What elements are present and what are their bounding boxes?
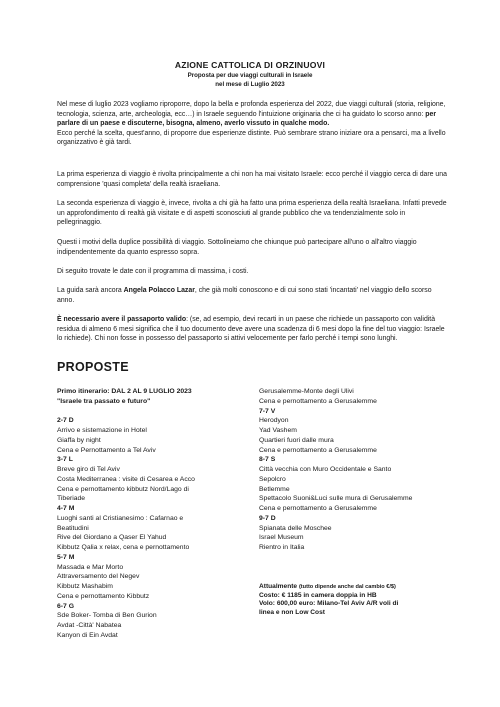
costs-flight-2: linea e non Low Cost	[259, 608, 325, 616]
itinerary-day-heading: 5-7 M	[57, 553, 75, 561]
intro-paragraph-4: Questi i motivi della duplice possibilità di viaggio. Sottolineiamo che chiunque può partecipare all'uno o all'altro viaggio indipendentemente da quanto espresso sopra.	[57, 239, 417, 256]
itinerary-line: Betlemme	[259, 485, 290, 493]
itinerary-line: Gerusalemme-Monte degli Ulivi	[259, 388, 354, 395]
itinerary-line: Avdat -Città' Nabatea	[57, 622, 122, 629]
itinerary-line: Sde Boker- Tomba di Ben Gurion	[57, 612, 157, 620]
itinerary-day-heading: "Israele tra passato e futuro"	[57, 397, 151, 405]
itinerary-line: Attraversamento del Negev	[57, 573, 140, 581]
itinerary-line: Tiberiade	[57, 495, 86, 503]
itinerary-day-heading: Primo itinerario: DAL 2 AL 9 LUGLIO 2023	[57, 388, 192, 395]
itinerary-right-column	[259, 387, 459, 553]
itinerary-line: Massada e Mar Morto	[57, 563, 124, 571]
intro-paragraph-3: La seconda esperienza di viaggio è, invece, rivolta a chi già ha fatto una prima esperienza della realtà Israeliana. Infatti prevede un approfondimento di realtà già visitate e di aspetti sconosciuti al grande pubblico che va tendenzialmente solo in pellegrinaggio.	[57, 200, 447, 227]
itinerary-line: Kanyon di Ein Avdat	[57, 631, 118, 639]
subtitle-line-2: nel mese di Luglio 2023	[215, 81, 285, 88]
itinerary-line: Quartieri fuori dalle mura	[259, 436, 334, 444]
itinerary-line: Kibbutz Qalia x relax, cena e pernottamento	[57, 544, 190, 551]
itinerary-line: Spianata delle Moschee	[259, 524, 332, 532]
guide-pre-text: La guida sarà ancora	[57, 287, 124, 294]
costs-lead-line	[259, 583, 459, 592]
itinerary-line: Città vecchia con Muro Occidentale e Santo	[259, 466, 392, 473]
passport-bold: È necessario avere il passaporto valido	[57, 316, 187, 323]
intro-p1b-text: Ecco perché la scelta, quest'anno, di proporre due esperienze distinte. Può sembrare strano iniziare ora a pensarci, ma a livello organizzativo è già tardi.	[57, 129, 446, 147]
itinerary-line: Rive del Giordano a Qaser El Yahud	[57, 534, 167, 542]
proposte-title: PROPOSTE	[57, 360, 129, 374]
itinerary-line: Arrivo e sistemazione in Hotel	[57, 427, 147, 434]
itinerary-day-heading: 8-7 S	[259, 456, 276, 464]
organization-title: AZIONE CATTOLICA DI ORZINUOVI	[174, 60, 326, 70]
itinerary-line: Spettacolo Suoni&Luci sulle mura di Gerusalemme	[259, 495, 413, 503]
itinerary-day-heading: 4-7 M	[57, 505, 75, 512]
costs-flight-1: Volo: 600,00 euro: Milano-Tel Aviv A/R voli di	[259, 600, 399, 608]
costs-price: Costo: € 1185 in camera doppia in HB	[259, 591, 377, 599]
itinerary-day-heading: 3-7 L	[57, 456, 73, 464]
passport-text: : (se, ad esempio, devi recarti in un paese che richiede un passaporto con validità residua di almeno 6 mesi significa che il tuo documento deve avere una scadenza di 6 mesi dopo la fine del tuo viaggio: Israele lo richiede). Chi non fosse in possesso del passaporto si attivi velocemente per farlo perché i tempi sono lunghi.	[57, 316, 445, 343]
itinerary-line: Cena e pernottamento kibbutz Nord/Lago di	[57, 485, 189, 493]
costs-block	[259, 583, 459, 617]
itinerary-day-heading: 2-7 D	[57, 417, 74, 425]
intro-p1-bold: per parlare di un paese e discuterne, bisogna, almeno, averlo vissuto in qualche modo.	[57, 110, 437, 128]
itinerary-line: Herodyon	[259, 417, 289, 425]
costs-lead: Attualmente	[259, 583, 299, 590]
itinerary-line: Cena e pernottamento a Gerusalemme	[259, 397, 377, 405]
passport-paragraph	[57, 315, 447, 344]
itinerary-day-heading: 6-7 G	[57, 602, 74, 610]
intro-paragraph-1	[57, 100, 447, 148]
itinerary-day-heading: 7-7 V	[259, 407, 276, 415]
itinerary-line: Cena e pernottamento a Gerusalemme	[259, 446, 377, 454]
itinerary-line: Cena e Pernottamento a Tel Aviv	[57, 446, 156, 454]
itinerary-line: Rientro in Italia	[259, 544, 305, 551]
subtitle-line-1: Proposta per due viaggi culturali in Israele	[187, 72, 313, 79]
costs-lead-note: (tutto dipende anche dal cambio €/$)	[298, 584, 396, 590]
itinerary-line: Kibbutz Mashabim	[57, 583, 113, 590]
itinerary-left-column	[57, 387, 252, 641]
intro-paragraph-5: Di seguito trovate le date con il programma di massima, i costi.	[57, 268, 249, 275]
itinerary-line: Breve giro di Tel Aviv	[57, 466, 120, 473]
intro-p1-text: Nel mese di luglio 2023 vogliamo riproporre, dopo la bella e profonda esperienza del 2022, due viaggi culturali (storia, religione, tecnologia, scienza, arte, archeologia, ecc…) in Israele seguendo l'intuizione originaria che ci ha guidato lo scorso anno:	[57, 101, 446, 118]
intro-paragraph-2: La prima esperienza di viaggio è rivolta principalmente a chi non ha mai visitato Israele: ecco perché il viaggio cerca di dare una comprensione 'quasi completa' della realtà israeliana.	[57, 171, 447, 188]
itinerary-day-heading: 9-7 D	[259, 514, 276, 522]
itinerary-line: Yad Vashem	[259, 427, 297, 434]
intro-paragraph-6	[57, 286, 447, 305]
guide-post-text: , che già molti conoscono e di cui sono stati 'incantati' nel viaggio dello scorso anno.	[57, 287, 432, 304]
itinerary-line: Israel Museum	[259, 534, 304, 542]
guide-name: Angela Polacco Lazar	[123, 287, 195, 294]
itinerary-line: Cena e pernottamento a Gerusalemme	[259, 505, 377, 512]
itinerary-line: Luoghi santi al Cristianesimo : Cafarnao e	[57, 514, 184, 522]
itinerary-line: Sepolcro	[259, 475, 286, 483]
itinerary-line: Beatitudini	[57, 524, 89, 532]
itinerary-line: Costa Mediterranea : visite di Cesarea e Acco	[57, 475, 195, 483]
itinerary-line: Giaffa by night	[57, 436, 101, 444]
itinerary-line: Cena e pernottamento Kibbutz	[57, 592, 150, 600]
itinerary-line	[57, 407, 252, 417]
